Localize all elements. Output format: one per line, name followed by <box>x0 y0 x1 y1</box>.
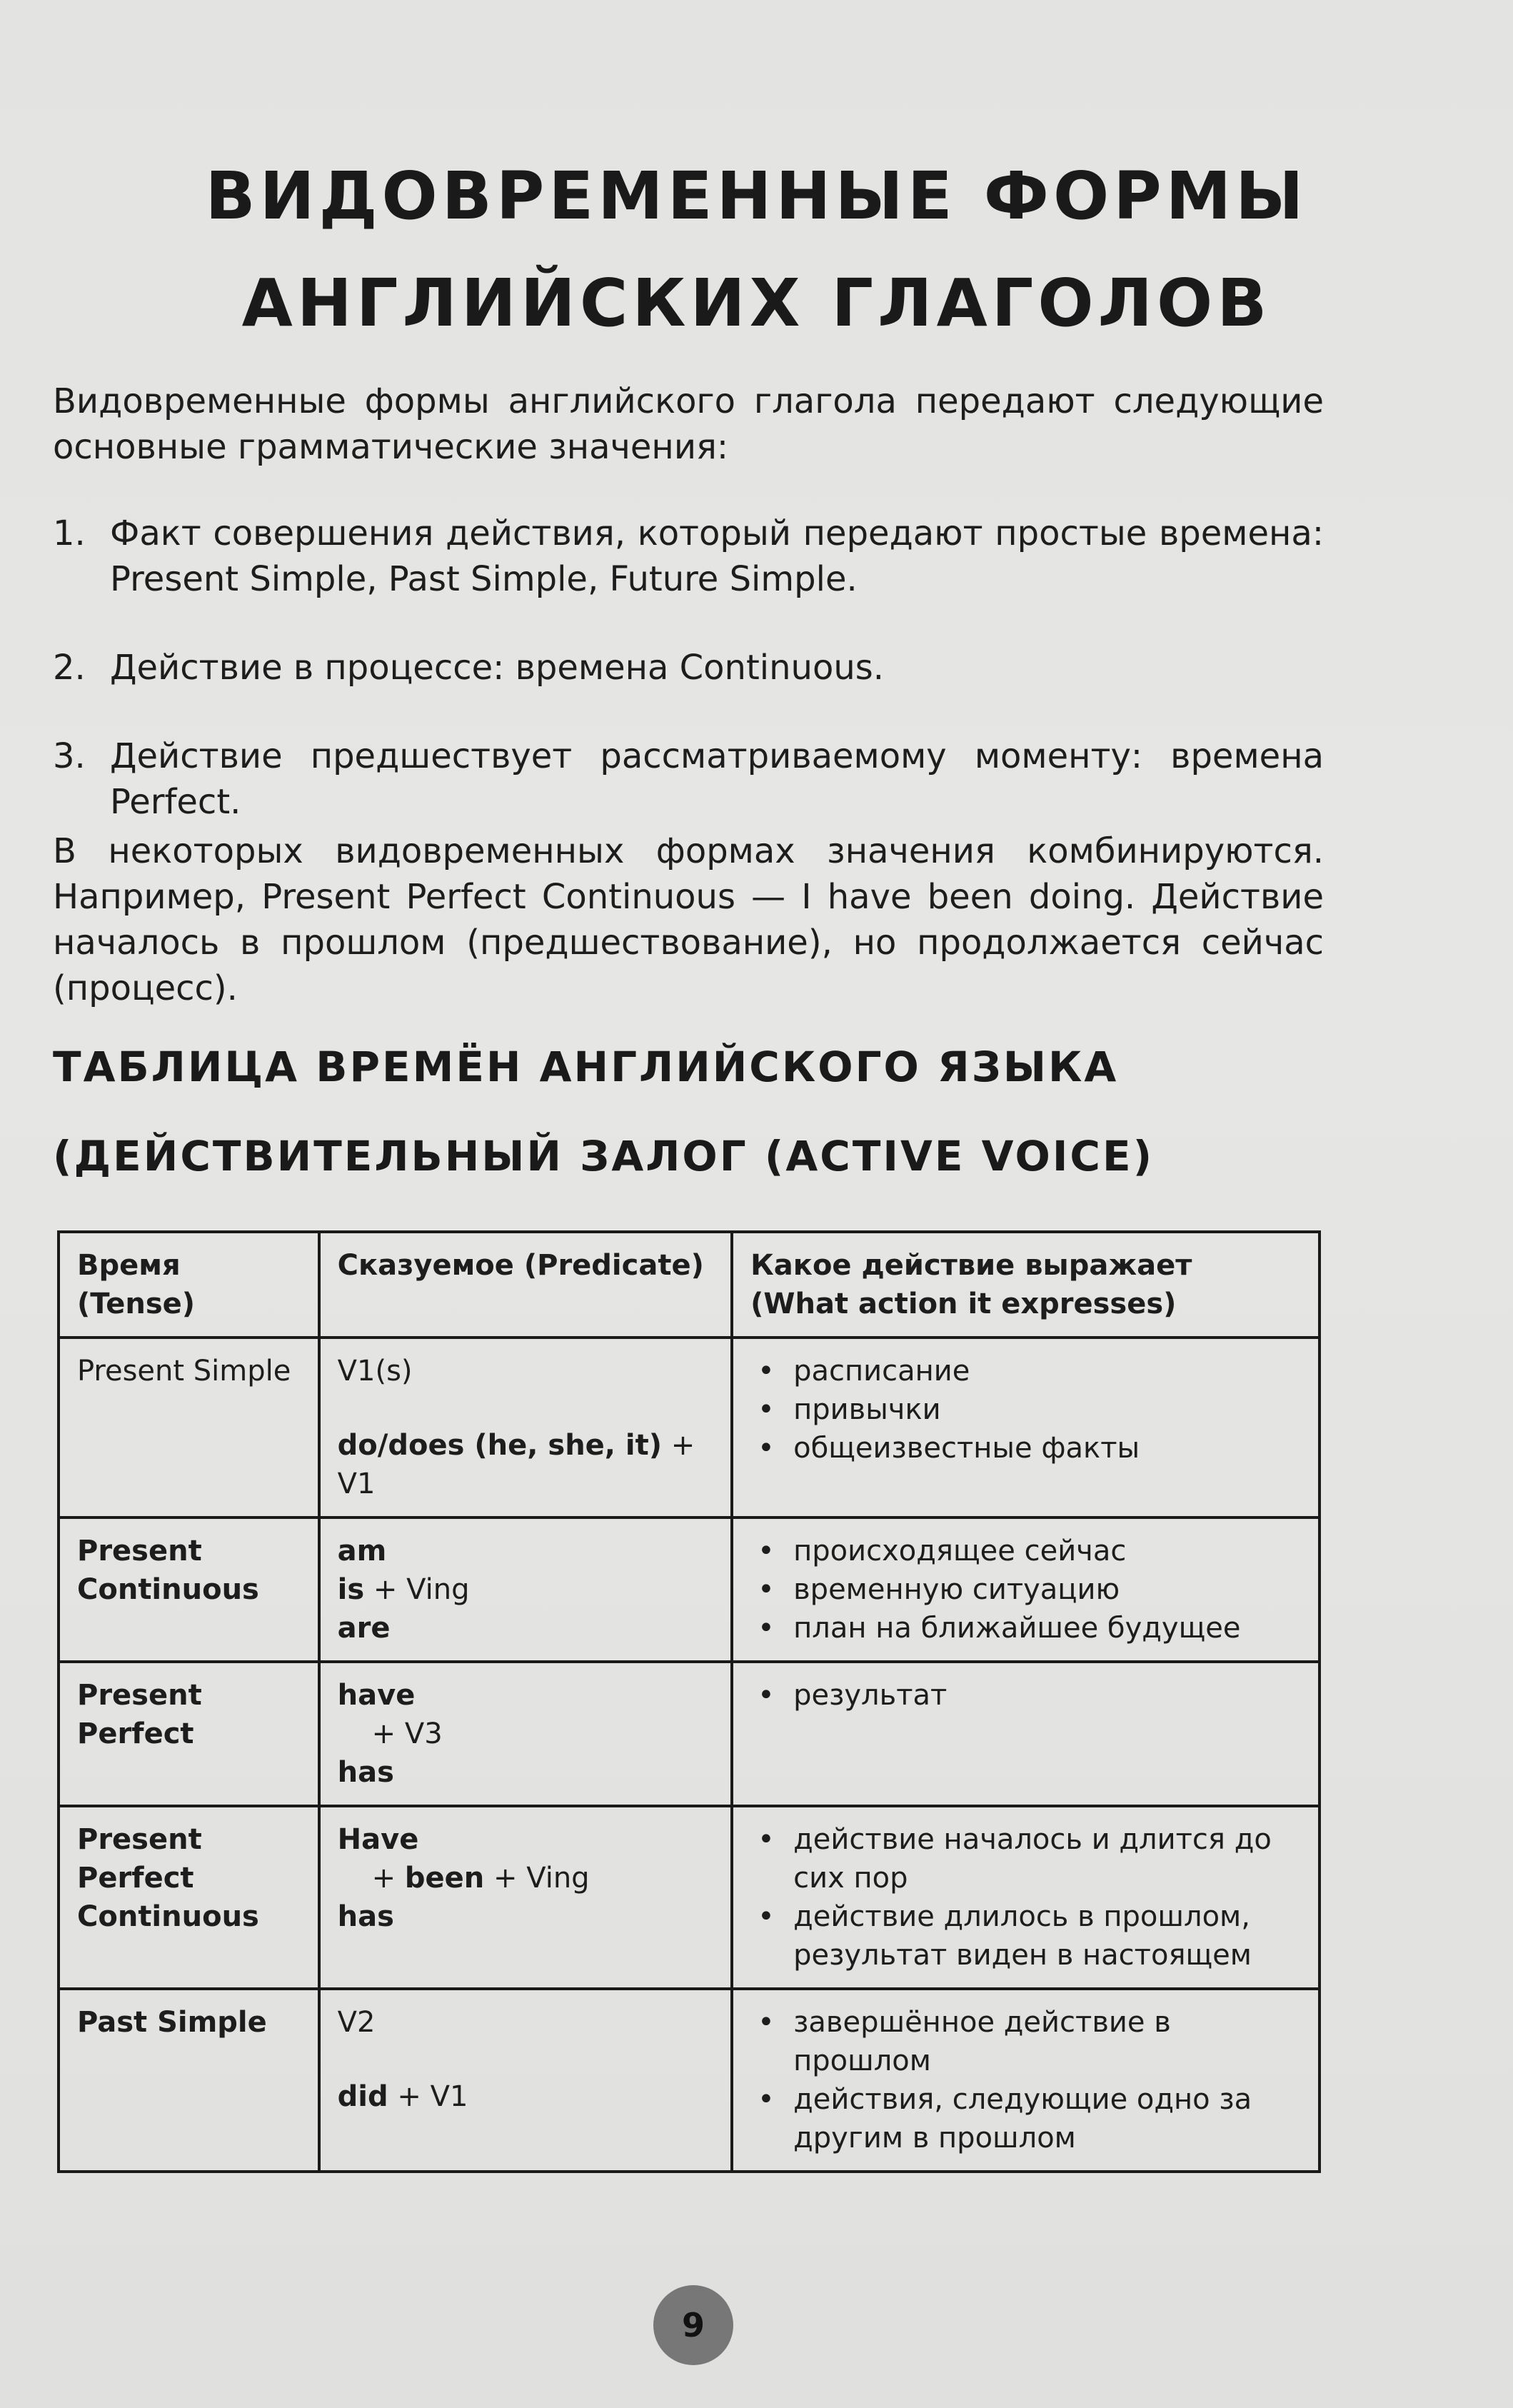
predicate-line: V1(s) <box>337 1355 413 1388</box>
meaning-list <box>750 2003 1301 2157</box>
predicate-line: V2 <box>337 2006 376 2039</box>
predicate-line: has <box>337 1756 394 1789</box>
meaning-item: • происходящее сейчас <box>750 1532 1301 1570</box>
meaning-item: • привычки <box>750 1390 1301 1429</box>
list-number: 2. <box>53 648 86 688</box>
predicate-cell <box>319 1517 732 1662</box>
meaning-item: • общеизвестные факты <box>750 1429 1301 1468</box>
predicate-bold: did <box>337 2080 388 2113</box>
page-title-line1: ВИДОВРЕМЕННЫЕ ФОРМЫ <box>205 158 1308 234</box>
meaning-cell <box>732 1989 1320 2172</box>
predicate-cell <box>319 1989 732 2172</box>
predicate-rest: + Ving <box>364 1573 470 1606</box>
tense-cell: Present Perfect Continuous <box>59 1806 319 1989</box>
header-meaning-line1: Какое действие выражает <box>750 1249 1192 1282</box>
meaning-item: • действия, следующие одно за другим в прошлом <box>750 2080 1301 2157</box>
tense-cell: Present Simple <box>59 1338 319 1517</box>
tense-cell: Present Perfect <box>59 1662 319 1806</box>
meaning-item: • план на ближайшее будущее <box>750 1609 1301 1647</box>
meaning-list <box>750 1676 1301 1715</box>
list-number: 1. <box>53 513 86 553</box>
predicate-cell <box>319 1662 732 1806</box>
table-header-row <box>59 1232 1320 1338</box>
predicate-line: has <box>337 1900 394 1933</box>
list-text: Действие в процессе: времена Continuous. <box>110 648 885 688</box>
table-row <box>59 1338 1320 1517</box>
predicate-line <box>338 1859 713 1897</box>
example-paragraph: В некоторых видовременных формах значения комбинируются. Например, Present Perfect Continuous — I have been doing. Действие началось в прошлом (предшествование), но продолжается сейчас (процесс). <box>53 831 1324 1008</box>
meaning-cell <box>732 1806 1320 1989</box>
tense-cell: Past Simple <box>59 1989 319 2172</box>
list-text: Факт совершения действия, который передают простые времена: Present Simple, Past Simple, Future Simple. <box>110 513 1324 599</box>
page-number-badge: 9 <box>653 2285 733 2365</box>
predicate-rest: + V1 <box>388 2080 468 2113</box>
list-number: 3. <box>53 736 86 776</box>
meaning-cell <box>732 1338 1320 1517</box>
tense-cell: Present Continuous <box>59 1517 319 1662</box>
meaning-item: • расписание <box>750 1352 1301 1390</box>
meaning-item: • действие началось и длится до сих пор <box>750 1820 1301 1897</box>
meaning-cell <box>732 1517 1320 1662</box>
predicate-bold: been <box>404 1862 485 1895</box>
predicate-line <box>338 1570 713 1609</box>
header-meaning <box>732 1232 1320 1338</box>
predicate-line: am <box>337 1535 387 1567</box>
predicate-line: Have <box>337 1823 419 1856</box>
meanings-list <box>53 511 1324 868</box>
table-row <box>59 1806 1320 1989</box>
page-title-line2: АНГЛИЙСКИХ ГЛАГОЛОВ <box>241 265 1272 341</box>
predicate-rest: + V1 <box>337 1429 695 1500</box>
meaning-list <box>750 1532 1301 1647</box>
meaning-item: • действие длилось в прошлом, результат виден в настоящем <box>750 1897 1301 1975</box>
header-meaning-line2: (What action it expresses) <box>750 1288 1177 1320</box>
list-text: Действие предшествует рассматриваемому моменту: времена Perfect. <box>110 736 1324 822</box>
intro-paragraph: Видовременные формы английского глагола передают следующие основные грамматические значения: <box>53 381 1324 467</box>
predicate-line <box>338 2077 713 2116</box>
predicate-bold: is <box>337 1573 365 1606</box>
predicate-cell <box>319 1338 732 1517</box>
example-block <box>53 828 1324 1011</box>
predicate-line: are <box>337 1612 391 1645</box>
meaning-list <box>750 1352 1301 1468</box>
predicate-rest: + Ving <box>484 1862 590 1895</box>
table-row <box>59 1989 1320 2172</box>
table-row <box>59 1517 1320 1662</box>
list-item <box>53 645 1324 691</box>
meaning-list <box>750 1820 1301 1975</box>
header-predicate: Сказуемое (Predicate) <box>319 1232 732 1338</box>
meaning-item: • результат <box>750 1676 1301 1715</box>
predicate-line: + V3 <box>371 1717 443 1750</box>
section-heading-line1: ТАБЛИЦА ВРЕМЁН АНГЛИЙСКОГО ЯЗЫКА <box>53 1043 1119 1091</box>
section-heading-line2: (ДЕЙСТВИТЕЛЬНЫЙ ЗАЛОГ (ACTIVE VOICE) <box>53 1132 1155 1180</box>
list-item <box>53 733 1324 825</box>
predicate-line: have <box>337 1679 416 1712</box>
header-tense: Время (Tense) <box>59 1232 319 1338</box>
tenses-table <box>57 1230 1321 2173</box>
meaning-item: • завершённое действие в прошлом <box>750 2003 1301 2080</box>
predicate-cell <box>319 1806 732 1989</box>
meaning-item: • временную ситуацию <box>750 1570 1301 1609</box>
list-item <box>53 511 1324 602</box>
page-title <box>0 143 1513 357</box>
predicate-bold: do/does (he, she, it) <box>337 1429 663 1462</box>
intro-block <box>53 378 1324 470</box>
predicate-plus: + <box>371 1862 405 1895</box>
meaning-cell <box>732 1662 1320 1806</box>
predicate-line <box>338 1426 713 1503</box>
table-row <box>59 1662 1320 1806</box>
